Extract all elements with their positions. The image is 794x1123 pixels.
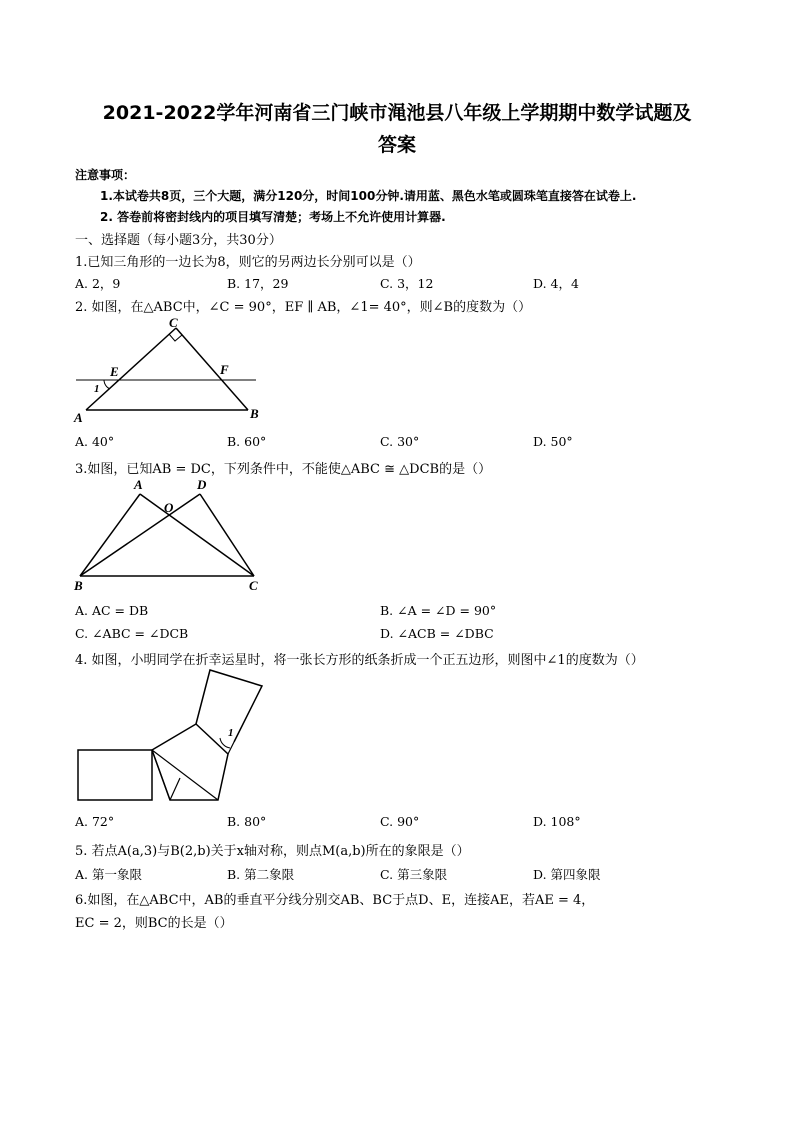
label-1: 1 — [228, 727, 234, 739]
label-b: B — [74, 578, 83, 593]
question-3-option-b: B. ∠A = ∠D = 90° — [380, 603, 497, 618]
line-ac — [140, 494, 254, 576]
page-title: 2021-2022学年河南省三门峡市渑池县八年级上学期期中数学试题及 — [102, 102, 692, 124]
label-c: C — [169, 315, 178, 330]
label-1: 1 — [94, 383, 100, 395]
line-db — [80, 494, 200, 576]
label-a: A — [134, 477, 143, 492]
question-2-figure — [70, 314, 270, 426]
question-5-option-c: C. 第三象限 — [380, 867, 448, 882]
angle-1-arc — [220, 738, 230, 748]
question-2-option-b: B. 60° — [227, 434, 267, 449]
line-ac — [86, 328, 176, 410]
question-5-option-a: A. 第一象限 — [75, 867, 142, 882]
question-1-option-c: C. 3，12 — [380, 276, 434, 291]
question-3-stem: 3.如图，已知AB = DC，下列条件中，不能使△ABC ≅ △DCB的是（） — [75, 462, 492, 477]
question-2-option-d: D. 50° — [533, 434, 573, 449]
question-5-option-b: B. 第二象限 — [227, 867, 295, 882]
section-heading: 一、选择题（每小题3分，共30分） — [75, 233, 282, 248]
fold-2 — [152, 750, 218, 800]
label-o: O — [164, 500, 174, 515]
question-4-option-d: D. 108° — [533, 814, 581, 829]
question-4-option-c: C. 90° — [380, 814, 420, 829]
label-f: F — [220, 362, 229, 377]
question-4-option-b: B. 80° — [227, 814, 267, 829]
note-item-2: 2. 答卷前将密封线内的项目填写清楚；考场上不允许使用计算器. — [100, 210, 446, 224]
line-dc — [200, 494, 254, 576]
question-6-stem-cont: EC = 2，则BC的长是（） — [75, 916, 233, 931]
paper-strip — [78, 750, 152, 800]
label-a: A — [74, 410, 83, 425]
question-3-option-a: A. AC = DB — [75, 603, 149, 618]
question-4-stem: 4. 如图，小明同学在折幸运星时，将一张长方形的纸条折成一个正五边形，则图中∠1的度数为（） — [75, 653, 644, 668]
question-1-option-d: D. 4，4 — [533, 276, 579, 291]
question-2-option-a: A. 40° — [75, 434, 115, 449]
question-2-option-c: C. 30° — [380, 434, 420, 449]
right-angle-mark — [169, 334, 182, 341]
question-1-stem: 1.已知三角形的一边长为8，则它的另两边长分别可以是（） — [75, 255, 421, 270]
question-3-option-c: C. ∠ABC = ∠DCB — [75, 626, 189, 641]
question-1-option-b: B. 17，29 — [227, 276, 289, 291]
question-1-option-a: A. 2，9 — [75, 276, 121, 291]
label-e: E — [110, 364, 119, 379]
line-cb — [176, 328, 248, 410]
question-6-stem: 6.如图，在△ABC中，AB的垂直平分线分别交AB、BC于点D、E，连接AE，若AE = 4， — [75, 893, 595, 908]
question-3-figure — [70, 476, 270, 596]
question-4-option-a: A. 72° — [75, 814, 115, 829]
question-5-stem: 5. 若点A(a,3)与B(2,b)关于x轴对称，则点M(a,b)所在的象限是（） — [75, 844, 470, 859]
angle-1-arc — [104, 380, 110, 389]
note-item-1: 1.本试卷共8页，三个大题，满分120分，时间100分钟.请用蓝、黑色水笔或圆珠笔直接答在试卷上. — [100, 189, 637, 203]
question-4-figure — [70, 666, 270, 806]
pentagon — [152, 724, 228, 800]
notes-heading: 注意事项： — [75, 168, 136, 182]
label-b: B — [250, 406, 259, 421]
label-d: D — [197, 477, 207, 492]
question-5-option-d: D. 第四象限 — [533, 867, 601, 882]
page-title-cont: 答案 — [377, 134, 416, 156]
line-ab — [80, 494, 140, 576]
fold-3 — [170, 778, 180, 800]
question-3-option-d: D. ∠ACB = ∠DBC — [380, 626, 494, 641]
label-c: C — [249, 578, 258, 593]
question-2-stem: 2. 如图，在△ABC中，∠C = 90°，EF ∥ AB，∠1= 40°，则∠B的度数为（） — [75, 300, 532, 315]
